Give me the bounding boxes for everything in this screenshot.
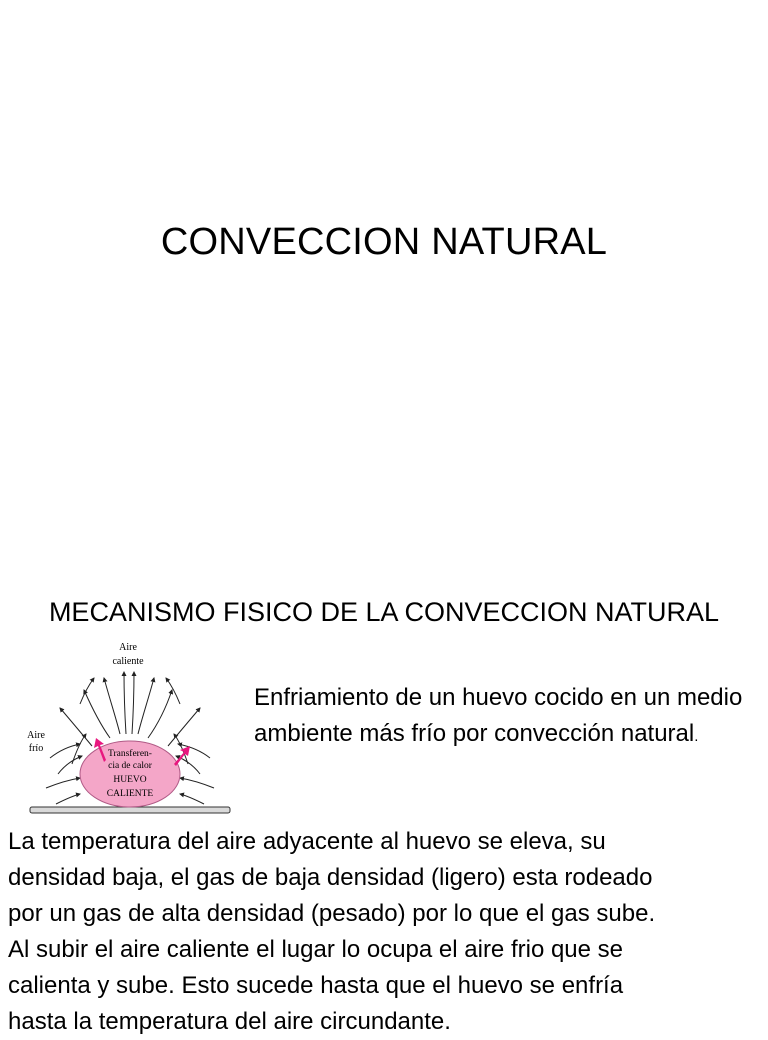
cold-air-label	[27, 730, 45, 754]
body-line: densidad baja, el gas de baja densidad (ligero) esta rodeado	[8, 864, 653, 891]
body-line: por un gas de alta densidad (pesado) por lo que el gas sube.	[8, 900, 656, 927]
svg-text:CALIENTE: CALIENTE	[106, 789, 154, 799]
svg-text:HUEVO: HUEVO	[113, 775, 147, 785]
caption-period: .	[694, 728, 699, 745]
convection-egg-diagram	[22, 638, 238, 818]
svg-text:caliente: caliente	[112, 656, 144, 667]
svg-text:cia de calor: cia de calor	[108, 761, 152, 771]
mechanism-heading: MECANISMO FISICO DE LA CONVECCION NATURAL	[48, 597, 720, 627]
plate-surface	[30, 807, 230, 813]
svg-text:frío: frío	[28, 743, 44, 754]
body-line: La temperatura del aire adyacente al huevo se eleva, su	[8, 828, 606, 855]
slide-title-text: CONVECCION NATURAL	[160, 221, 608, 263]
caption-text: Enfriamiento de un huevo cocido en un medio ambiente más frío por convección natural	[254, 684, 743, 747]
svg-text:Aire: Aire	[119, 642, 137, 653]
body-line: hasta la temperatura del aire circundante.	[8, 1008, 451, 1035]
body-line: calienta y sube. Esto sucede hasta que el huevo se enfría	[8, 972, 624, 999]
diagram-caption	[254, 680, 762, 755]
slide-mechanism	[0, 576, 768, 1035]
svg-text:Transferen-: Transferen-	[108, 749, 152, 759]
body-line: Al subir el aire caliente el lugar lo ocupa el aire frio que se	[8, 936, 624, 963]
explanation-paragraph	[8, 824, 764, 1040]
hot-air-label	[112, 642, 144, 667]
svg-text:Aire: Aire	[27, 730, 45, 741]
